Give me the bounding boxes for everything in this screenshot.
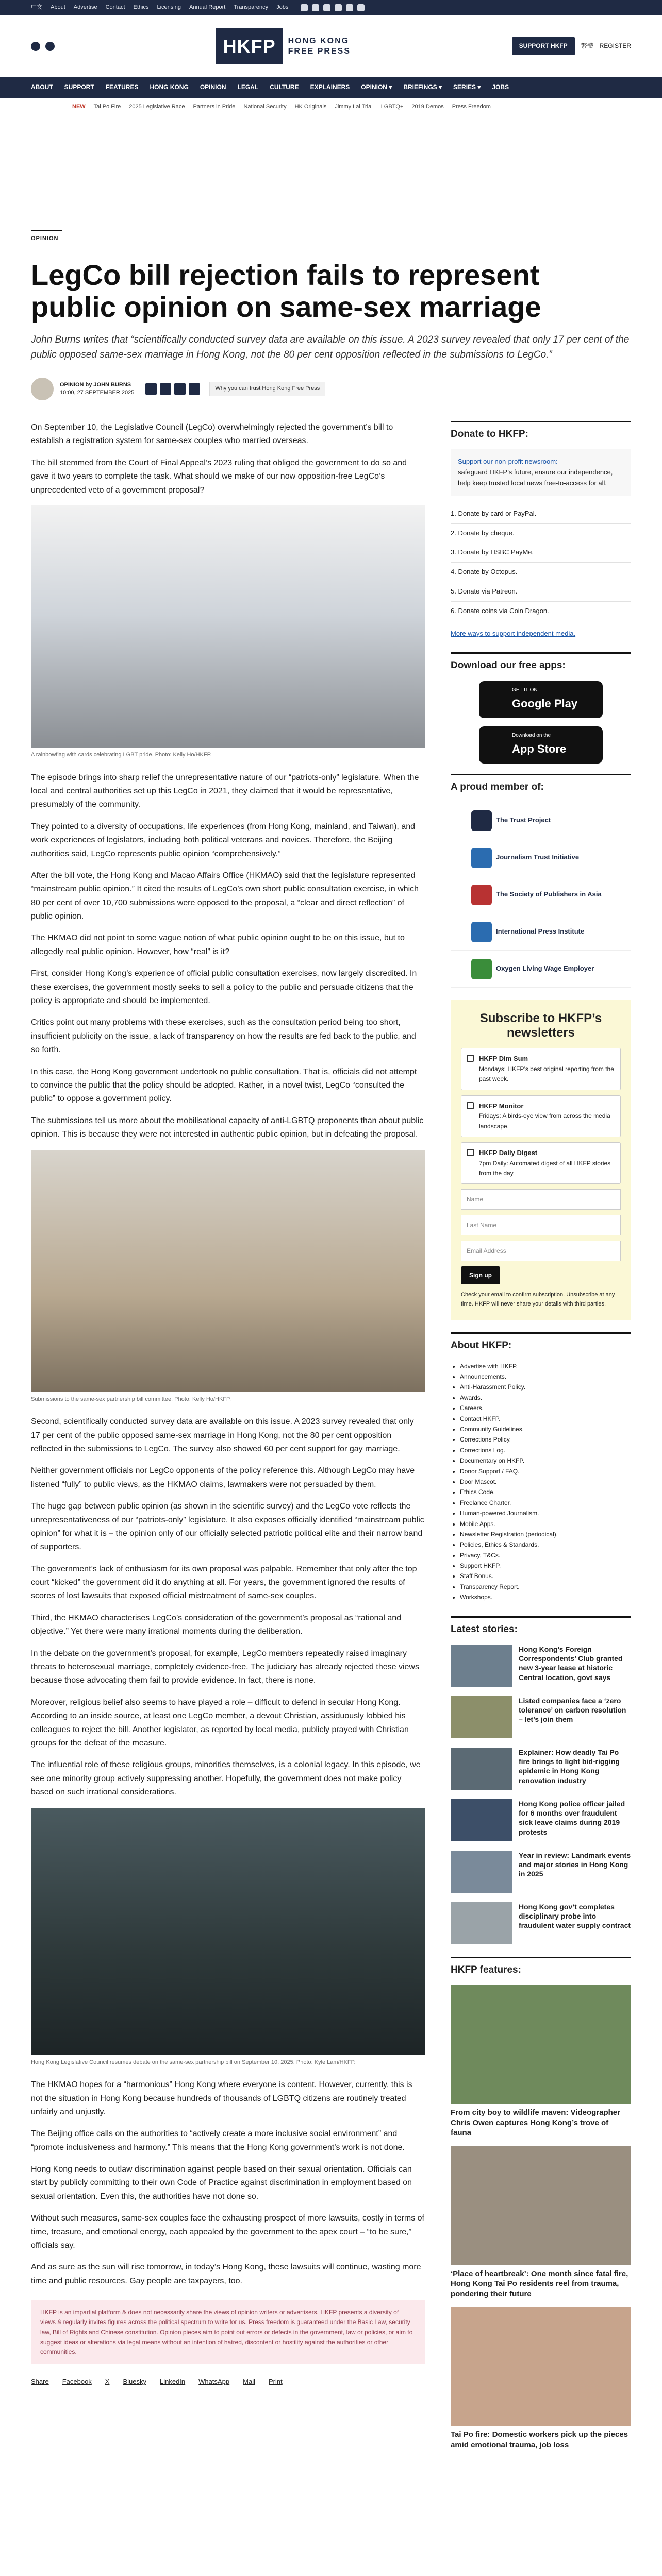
photo-caption: A rainbowflag with cards celebrating LGBT pride. Photo: Kelly Ho/HKFP. [31, 751, 212, 758]
latest-story[interactable] [451, 1696, 631, 1738]
checkbox-icon[interactable] [467, 1149, 474, 1156]
about-link[interactable]: • Freelance Charter. [460, 1498, 631, 1508]
menu-icon[interactable] [31, 42, 40, 51]
trending-link[interactable]: HK Originals [294, 103, 327, 110]
newsletter-option-digest[interactable] [461, 1142, 621, 1184]
story-title[interactable]: Hong Kong police officer jailed for 6 months over fraudulent sick leave claims during 2019 protests [519, 1800, 625, 1836]
logo-line-1: HONG KONG [288, 37, 350, 46]
member-jti[interactable] [451, 839, 631, 876]
trending-link[interactable]: 2025 Legislative Race [129, 103, 185, 110]
masthead [0, 15, 662, 77]
content-layout [31, 421, 631, 2458]
about-link[interactable]: • Corrections Policy. [460, 1434, 631, 1445]
story-thumbnail [451, 1799, 512, 1841]
nav-opinion[interactable]: OPINION [200, 83, 226, 91]
article-title: LegCo bill rejection fails to represent public opinion on same-sex marriage [31, 258, 541, 324]
topbar-link-contact[interactable]: Contact [105, 4, 125, 11]
app-store-small: Download on the [512, 733, 551, 739]
story-thumbnail [451, 1851, 512, 1893]
trending-link[interactable]: LGBTQ+ [380, 103, 404, 110]
newsletter-option-dimsum[interactable] [461, 1048, 621, 1090]
feature-title[interactable]: Tai Po fire: Domestic workers pick up the pieces amid emotional trauma, job loss [451, 2430, 628, 2449]
latest-heading: Latest stories: [451, 1616, 631, 1637]
about-link[interactable]: • Ethics Code. [460, 1487, 631, 1497]
nav-opinion-dropdown[interactable]: OPINION ▾ [361, 83, 392, 91]
byline-text [60, 381, 134, 397]
share-x-icon[interactable] [160, 383, 171, 395]
paragraph: Critics point out many problems with these exercises, such as the consultation period being too short, insufficient publicity on the issue, a lack of transparency on how the results are fed back to the public, and so forth. [31, 1018, 416, 1055]
about-link[interactable]: • Transparency Report. [460, 1582, 631, 1592]
apps-heading: Download our free apps: [451, 652, 631, 673]
nav-series[interactable]: SERIES ▾ [453, 83, 481, 91]
donate-option[interactable]: 6. Donate coins via Coin Dragon. [451, 602, 631, 621]
topbar-link-ethics[interactable]: Ethics [133, 4, 149, 11]
about-link[interactable]: • Announcements. [460, 1371, 631, 1382]
about-link[interactable]: • Community Guidelines. [460, 1424, 631, 1434]
paragraph: The bill stemmed from the Court of Final Appeal’s 2023 ruling that obliged the government to do so and gave it two years to complete the task. What should we make of our now opposition-free LegCo’s unprecedented veto of a government proposal? [31, 458, 407, 495]
trending-link[interactable]: Jimmy Lai Trial [335, 103, 373, 110]
support-hkfp-button[interactable]: SUPPORT HKFP [512, 37, 575, 55]
story-thumbnail [451, 1696, 512, 1738]
oxygen-logo-icon [471, 959, 492, 979]
newsletter-name: HKFP Monitor [479, 1101, 524, 1110]
member-heading: A proud member of: [451, 774, 631, 795]
about-link[interactable]: • Policies, Ethics & Standards. [460, 1539, 631, 1550]
logo-wordmark [288, 36, 351, 56]
about-link[interactable]: • Privacy, T&Cs. [460, 1550, 631, 1561]
story-title[interactable]: Explainer: How deadly Tai Po fire brings to light bid-rigging epidemic in Hong Kong renovation industry [519, 1748, 620, 1785]
newsletter-box [451, 1000, 631, 1320]
newsletter-desc: Fridays: A birds-eye view from across the media landscape. [479, 1112, 610, 1130]
about-link[interactable]: • Newsletter Registration (periodical). [460, 1529, 631, 1539]
google-play-label: Google Play [512, 697, 578, 710]
nav-support[interactable]: SUPPORT [64, 83, 94, 91]
share-whatsapp[interactable]: WhatsApp [198, 2378, 230, 2386]
about-link[interactable]: • Contact HKFP. [460, 1414, 631, 1424]
photo-caption: Hong Kong Legislative Council resumes debate on the same-sex partnership bill on September 10, 2025. Photo: Kyle Lam/HKFP. [31, 2059, 356, 2065]
paragraph: Second, scientifically conducted survey data are available on this issue. A 2023 survey revealed that only 17 per cent of the public opposed same-sex marriage in Hong Kong, not the 80 per cent opposition reflected in the submissions to LegCo. The survey also showed 60 per cent support for gay marriage. [31, 1417, 414, 1453]
about-link[interactable]: • Advertise with HKFP. [460, 1361, 631, 1371]
topbar-link-transparency[interactable]: Transparency [234, 4, 269, 11]
share-label: Share [31, 2378, 49, 2386]
share-facebook[interactable]: Facebook [62, 2378, 92, 2386]
paragraph: In the debate on the government’s proposal, for example, LegCo members repeatedly raised imaginary threats to heterosexual marriage, completely evidence-free. The judiciary has already rejected these views because those advocating them fail to provide evidence. In fact, there is none. [31, 1649, 419, 1685]
section-tag[interactable]: OPINION [31, 230, 62, 244]
top-utility-bar [0, 0, 662, 15]
member-sopa[interactable] [451, 876, 631, 913]
bluesky-icon[interactable] [346, 4, 353, 11]
paragraph: Hong Kong needs to outlaw discrimination against people based on their sexual orientation. Officials can start by publicly committing to their own Code of Practice against discrimination in employment based on sexual orientation. Even this, the authorities have not done so. [31, 2165, 412, 2201]
register-link[interactable]: REGISTER [599, 42, 631, 49]
share-linkedin[interactable]: LinkedIn [160, 2378, 186, 2386]
byline-author[interactable]: OPINION by JOHN BURNS [60, 381, 131, 388]
topbar-link-licensing[interactable]: Licensing [157, 4, 181, 11]
paragraph: The huge gap between public opinion (as shown in the scientific survey) and the LegCo vote reflects the unrepresentativeness of our “patriots-only” legislature. It also exposes officially identified “mainstream public opinion” for what it is – the opinion only of our officially selected patriotic political elite and their narrow band of supporters. [31, 1502, 424, 1552]
about-list [451, 1361, 631, 1603]
feature-image [451, 2146, 631, 2265]
paragraph: And as sure as the sun will rise tomorrow, in today’s Hong Kong, these lawsuits will continue, wasting more time and public resources. Gay people are taxpayers, too. [31, 2263, 421, 2285]
newsletter-note: Check your email to confirm subscription. Unsubscribe at any time. HKFP will never share your details with third parties. [461, 1292, 615, 1307]
site-logo[interactable] [216, 28, 351, 64]
main-nav [0, 77, 662, 98]
story-title[interactable]: Hong Kong gov’t completes disciplinary probe into fraudulent water supply contract [519, 1903, 631, 1930]
trending-link[interactable]: Press Freedom [452, 103, 491, 110]
paragraph: The HKMAO hopes for a “harmonious” Hong Kong where everyone is content. However, currently, this is not the situation in Hong Kong because hundreds of thousands of LGBTQ citizens are routinely treated unfairly and unjustly. [31, 2080, 412, 2116]
paragraph: The episode brings into sharp relief the unrepresentative nature of our “patriots-only” legislature. When the local and central authorities set up this LegCo in 2021, they claimed that it would be representative, presumably of the community. [31, 773, 419, 809]
story-title[interactable]: Listed companies face a ‘zero tolerance’ on carbon resolution – let’s join them [519, 1697, 626, 1724]
newsletter-desc: 7pm Daily: Automated digest of all HKFP stories from the day. [479, 1159, 611, 1177]
paragraph: The government’s lack of enthusiasm for its own proposal was palpable. Remember that only after the top court “kicked” the government did it do anything at all. For years, the government ignored the results of scores of lost lawsuits that exposed official mistreatment of same-sex couples. [31, 1564, 417, 1601]
trending-link[interactable]: Tai Po Fire [93, 103, 121, 110]
checkbox-icon[interactable] [467, 1102, 474, 1109]
ipi-logo-icon [471, 922, 492, 942]
nav-about[interactable]: ABOUT [31, 83, 53, 91]
member-oxygen[interactable] [451, 951, 631, 988]
nav-legal[interactable]: LEGAL [237, 83, 259, 91]
photo-caption: Submissions to the same-sex partnership bill committee. Photo: Kelly Ho/HKFP. [31, 1396, 231, 1402]
paragraph: Without such measures, same-sex couples face the exhausting prospect of more lawsuits, costly in terms of time, treasure, and emotional energy, each appealed by the government to the apex court – “to be sure,” officials say. [31, 2214, 424, 2250]
topbar-link-advertise[interactable]: Advertise [73, 4, 97, 11]
article-container [31, 230, 631, 2458]
instagram-icon[interactable] [323, 4, 330, 11]
author-avatar [31, 378, 54, 400]
paragraph: The influential role of these religious groups, minorities themselves, is a colonial legacy. In this episode, we see one minority group actively suppressing another. Hopefully, the government does not make policy based on such irrational considerations. [31, 1760, 421, 1797]
nav-culture[interactable]: CULTURE [270, 83, 299, 91]
legco-chamber-photo [31, 1808, 425, 2055]
logo-mark: HKFP [216, 28, 283, 64]
story-title[interactable]: Year in review: Landmark events and major stories in Hong Kong in 2025 [519, 1851, 631, 1878]
paragraph: First, consider Hong Kong’s experience of official public consultation exercises, now largely discredited. In these exercises, the government mostly seeks to sell a policy to the public and persuade citizens that the policy is appropriate and should be implemented. [31, 969, 417, 1006]
trust-link[interactable]: Why you can trust Hong Kong Free Press [209, 382, 325, 396]
donate-box [451, 449, 631, 496]
paragraph: Third, the HKMAO characterises LegCo’s consideration of the government’s proposal as “rational and objective.” Yet there were many irrational moments during the deliberation. [31, 1613, 402, 1636]
paragraph: Moreover, religious belief also seems to have played a role – difficult to defend in secular Hong Kong. According to an inside source, at least one LegCo member, a devout Christian, assiduously lobbied his colleagues to reject the bill. Another legislator, as reported by local media, publicly prayed with Christian groups for the defeat of the measure. [31, 1698, 409, 1748]
share-icons [145, 383, 200, 395]
topbar-link-annual-report[interactable]: Annual Report [189, 4, 226, 11]
google-play-button[interactable] [479, 681, 603, 718]
donate-heading: Donate to HKFP: [451, 421, 631, 442]
about-link[interactable]: • Corrections Log. [460, 1445, 631, 1455]
about-link[interactable]: • Workshops. [460, 1592, 631, 1602]
about-link[interactable]: • Awards. [460, 1393, 631, 1403]
social-icons [301, 4, 365, 11]
feature-image [451, 1985, 631, 2104]
features-heading: HKFP features: [451, 1957, 631, 1978]
x-icon[interactable] [312, 4, 319, 11]
share-mail-icon[interactable] [189, 383, 200, 395]
about-link[interactable]: • Careers. [460, 1403, 631, 1413]
masthead-icons [31, 42, 55, 51]
latest-story[interactable] [451, 1902, 631, 1944]
latest-story[interactable] [451, 1851, 631, 1893]
newsletter-option-monitor[interactable] [461, 1095, 621, 1137]
member-trust-project[interactable] [451, 802, 631, 839]
donate-option[interactable]: 4. Donate by Octopus. [451, 563, 631, 582]
nav-briefings[interactable]: BRIEFINGS ▾ [403, 83, 442, 91]
newsletter-name: HKFP Daily Digest [479, 1148, 538, 1157]
share-x[interactable]: X [105, 2378, 110, 2386]
about-link[interactable]: • Human-powered Journalism. [460, 1508, 631, 1518]
trust-project-logo-icon [471, 810, 492, 831]
member-label: The Society of Publishers in Asia [496, 890, 602, 899]
feature-image [451, 2307, 631, 2426]
trending-link[interactable]: Partners in Pride [193, 103, 236, 110]
paragraph: The submissions tell us more about the mobilisational capacity of anti-LGBTQ proponents than about public opinion. This is because they were not interested in authentic public opinion, but in defeating the proposal. [31, 1116, 424, 1139]
topbar-link-jobs[interactable]: Jobs [276, 4, 289, 11]
share-facebook-icon[interactable] [145, 383, 157, 395]
email-field[interactable]: Email Address [461, 1241, 621, 1261]
nav-hong-kong[interactable]: HONG KONG [150, 83, 189, 91]
masthead-actions [512, 37, 631, 55]
donate-text: safeguard HKFP’s future, ensure our independence, help keep trusted local news free-to-access for all. [458, 468, 613, 487]
paragraph: In this case, the Hong Kong government undertook no public consultation. That is, officials did not attempt to convince the public that the policy should be adopted. Rather, in a novel twist, LegCo “consulted the public” to oppose a government policy. [31, 1067, 417, 1104]
submissions-photo [31, 1150, 425, 1392]
nav-jobs[interactable]: JOBS [492, 83, 509, 91]
member-label: International Press Institute [496, 927, 585, 936]
article-body [31, 421, 425, 2458]
story-title[interactable]: Hong Kong’s Foreign Correspondents’ Club granted new 3-year lease at historic Central location, govt says [519, 1645, 623, 1682]
feature-card[interactable] [451, 2146, 631, 2299]
latest-story[interactable] [451, 1799, 631, 1841]
google-play-small: GET IT ON [512, 687, 538, 693]
about-link[interactable]: • Mobile Apps. [460, 1519, 631, 1529]
member-label: Journalism Trust Initiative [496, 853, 580, 861]
share-mail[interactable]: Mail [243, 2378, 255, 2386]
feature-card[interactable] [451, 1985, 631, 2138]
paragraph: After the bill vote, the Hong Kong and Macao Affairs Office (HKMAO) said that the legislature represented “mainstream public opinion.” It cited the results of LegCo’s own short public consultation exercise, in which 80 per cent of over 10,700 submissions were opposed to the proposal, a “clear and direct reflection” of public opinion. [31, 871, 419, 921]
latest-story[interactable] [451, 1748, 631, 1790]
checkbox-icon[interactable] [467, 1055, 474, 1062]
donate-support-link[interactable]: Support our non-profit newsroom: [458, 457, 558, 466]
nav-features[interactable]: FEATURES [105, 83, 139, 91]
name-field[interactable]: Name [461, 1189, 621, 1210]
about-link[interactable]: • Anti-Harassment Policy. [460, 1382, 631, 1392]
paragraph: The HKMAO did not point to some vague notion of what public opinion ought to be on this issue, but to allegedly real public opinion. However, how “real” is it? [31, 934, 405, 956]
language-link[interactable]: 繁體 [581, 42, 593, 49]
story-thumbnail [451, 1902, 512, 1944]
nav-explainers[interactable]: EXPLAINERS [310, 83, 350, 91]
donate-option[interactable]: 1. Donate by card or PayPal. [451, 504, 631, 524]
member-label: Oxygen Living Wage Employer [496, 964, 594, 973]
member-label: The Trust Project [496, 816, 551, 824]
topbar-link-chinese[interactable]: 中文 [31, 4, 42, 11]
feature-card[interactable] [451, 2307, 631, 2450]
about-link[interactable]: • Support HKFP. [460, 1561, 631, 1571]
about-link[interactable]: • Donor Support / FAQ. [460, 1466, 631, 1477]
donate-option[interactable]: 5. Donate via Patreon. [451, 582, 631, 602]
app-store-label: App Store [512, 742, 567, 756]
donate-option[interactable]: 3. Donate by HSBC PayMe. [451, 543, 631, 563]
donate-option[interactable]: 2. Donate by cheque. [451, 524, 631, 544]
jti-logo-icon [471, 848, 492, 868]
facebook-icon[interactable] [301, 4, 308, 11]
last-name-field[interactable]: Last Name [461, 1215, 621, 1235]
share-print[interactable]: Print [268, 2378, 283, 2386]
rss-icon[interactable] [357, 4, 365, 11]
share-whatsapp-icon[interactable] [174, 383, 186, 395]
search-icon[interactable] [45, 42, 55, 51]
newsletter-heading: Subscribe to HKFP’s newsletters [479, 1011, 602, 1040]
trending-link[interactable]: 2019 Demos [411, 103, 444, 110]
donate-options [451, 504, 631, 621]
byline [31, 378, 631, 400]
about-link[interactable]: • Door Mascot. [460, 1477, 631, 1487]
opinion-disclaimer: HKFP is an impartial platform & does not necessarily share the views of opinion writers or advertisers. HKFP presents a diversity of views & regularly invites figures across the political spectrum to write for us. Press freedom is guaranteed under the Basic Law, security law, Bill of Rights and Chinese constitution. Opinion pieces aim to point out errors or defects in the government, law or policies, or aim to suggest ideas or alterations via legal means without an intention of hatred, discontent or hostility against the authorities or other communities. [31, 2300, 425, 2364]
about-heading: About HKFP: [451, 1332, 631, 1353]
share-bluesky[interactable]: Bluesky [123, 2378, 146, 2386]
about-link[interactable]: • Documentary on HKFP. [460, 1455, 631, 1466]
new-badge: NEW [72, 103, 86, 110]
trending-link[interactable]: National Security [243, 103, 287, 110]
sopa-logo-icon [471, 885, 492, 905]
feature-title[interactable]: From city boy to wildlife maven: Videographer Chris Owen captures Hong Kong’s trove of fauna [451, 2108, 620, 2138]
app-store-button[interactable] [479, 726, 603, 764]
paragraph: Neither government officials nor LegCo opponents of the policy reference this. Although LegCo may have listened “fully” to public views, as the HKMAO claims, lawmakers were not persuaded by them. [31, 1466, 415, 1489]
paragraph: They pointed to a diversity of occupations, life experiences (from Hong Kong, mainland, and Taiwan), and work experiences of legislators, including both political veterans and novices. Therefore, the Beijing authorities said, LegCo represents public opinion “comprehensively.” [31, 822, 416, 858]
article-standfirst: John Burns writes that “scientifically conducted survey data are available on this issue. A 2023 survey revealed that only 17 per cent of the public opposed same-sex marriage in Hong Kong, not the 80 per cent opposition reflected in the submissions to LegCo.” [31, 334, 630, 360]
topbar-link-about[interactable]: About [51, 4, 65, 11]
paragraph: On September 10, the Legislative Council (LegCo) overwhelmingly rejected the government’s bill to establish a registration system for same-sex couples who married overseas. [31, 423, 393, 446]
share-row [31, 2377, 425, 2387]
story-thumbnail [451, 1748, 512, 1790]
feature-title[interactable]: ‘Place of heartbreak’: One month since fatal fire, Hong Kong Tai Po residents reel from trauma, pondering their future [451, 2269, 628, 2298]
member-ipi[interactable] [451, 913, 631, 951]
byline-date: 10:00, 27 SEPTEMBER 2025 [60, 389, 135, 396]
latest-story[interactable] [451, 1645, 631, 1687]
rainbow-flag-photo [31, 505, 425, 748]
signup-button[interactable]: Sign up [461, 1266, 500, 1284]
more-ways-link[interactable]: More ways to support independent media. [451, 629, 576, 637]
trending-bar [0, 98, 662, 116]
youtube-icon[interactable] [335, 4, 342, 11]
newsletter-desc: Mondays: HKFP’s best original reporting from the past week. [479, 1065, 614, 1083]
newsletter-name: HKFP Dim Sum [479, 1055, 528, 1063]
story-thumbnail [451, 1645, 512, 1687]
about-link[interactable]: • Staff Bonus. [460, 1571, 631, 1581]
logo-line-2: FREE PRESS [288, 46, 351, 56]
sidebar [451, 421, 631, 2458]
paragraph: The Beijing office calls on the authorities to “actively create a more inclusive social environment” and “promote inclusiveness and harmony.” This means that the Hong Kong government’s work is not done. [31, 2129, 405, 2152]
